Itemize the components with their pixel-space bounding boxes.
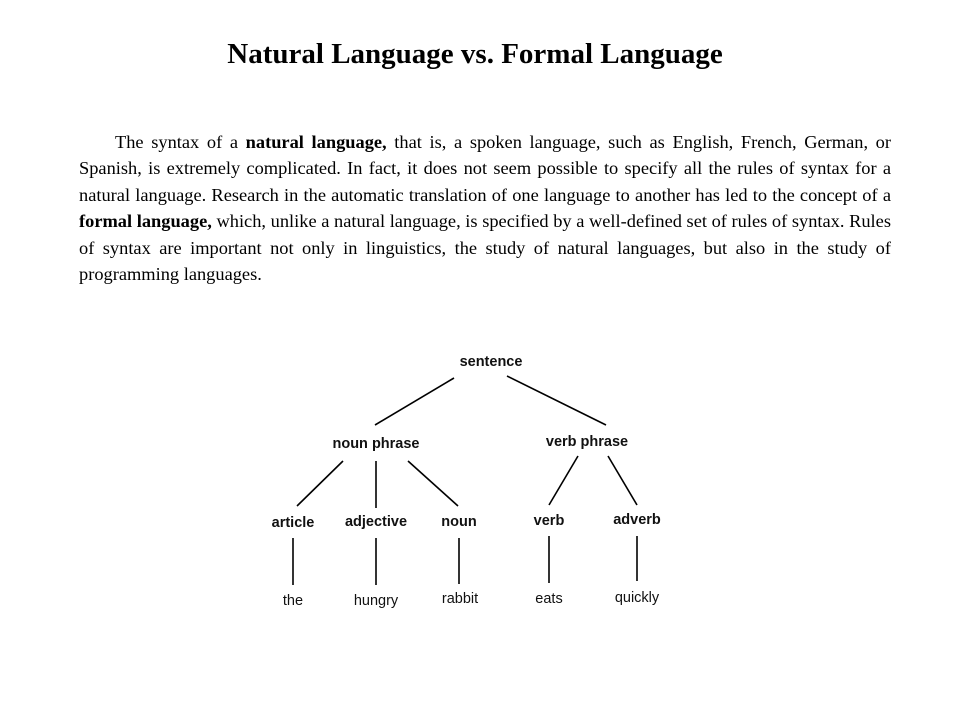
word-the: the: [282, 593, 304, 609]
edge-vp-adverb: [608, 456, 637, 505]
term-formal-language: formal language,: [79, 211, 212, 232]
word-rabbit: rabbit: [441, 591, 479, 607]
word-hungry: hungry: [353, 593, 399, 609]
word-eats: eats: [535, 591, 563, 607]
node-verb-phrase: verb phrase: [545, 434, 629, 450]
term-natural-language: natural language,: [245, 132, 387, 152]
node-sentence: sentence: [459, 354, 523, 370]
paragraph-run: which, unlike a natural language, is specified by a well-defined set of rules of syntax. Rules of syntax are important not only in linguistics, the study of natural languages, but also in the study of programming languages.: [79, 211, 891, 285]
node-noun-phrase: noun phrase: [332, 436, 420, 452]
edge-sentence-noun-phrase: [375, 378, 454, 425]
edge-vp-verb: [549, 456, 578, 505]
edge-np-article: [297, 461, 343, 506]
node-adverb: adverb: [613, 512, 661, 528]
node-verb: verb: [533, 513, 565, 529]
edge-np-noun: [408, 461, 458, 506]
paragraph-run: that is, a spoken language, such as English, French, German, or Spanish, is extremely complicated. In fact, it does not seem possible to specify all the rules of syntax for a natural language. Research in the automatic translation of one language to another has led to the concept of a: [79, 132, 891, 205]
node-noun: noun: [441, 514, 477, 530]
paragraph-run: The syntax of a: [115, 132, 246, 152]
word-quickly: quickly: [614, 590, 660, 606]
edge-sentence-verb-phrase: [507, 376, 606, 425]
node-article: article: [271, 515, 315, 531]
node-adjective: adjective: [344, 514, 408, 530]
page-title: Natural Language vs. Formal Language: [227, 38, 723, 70]
